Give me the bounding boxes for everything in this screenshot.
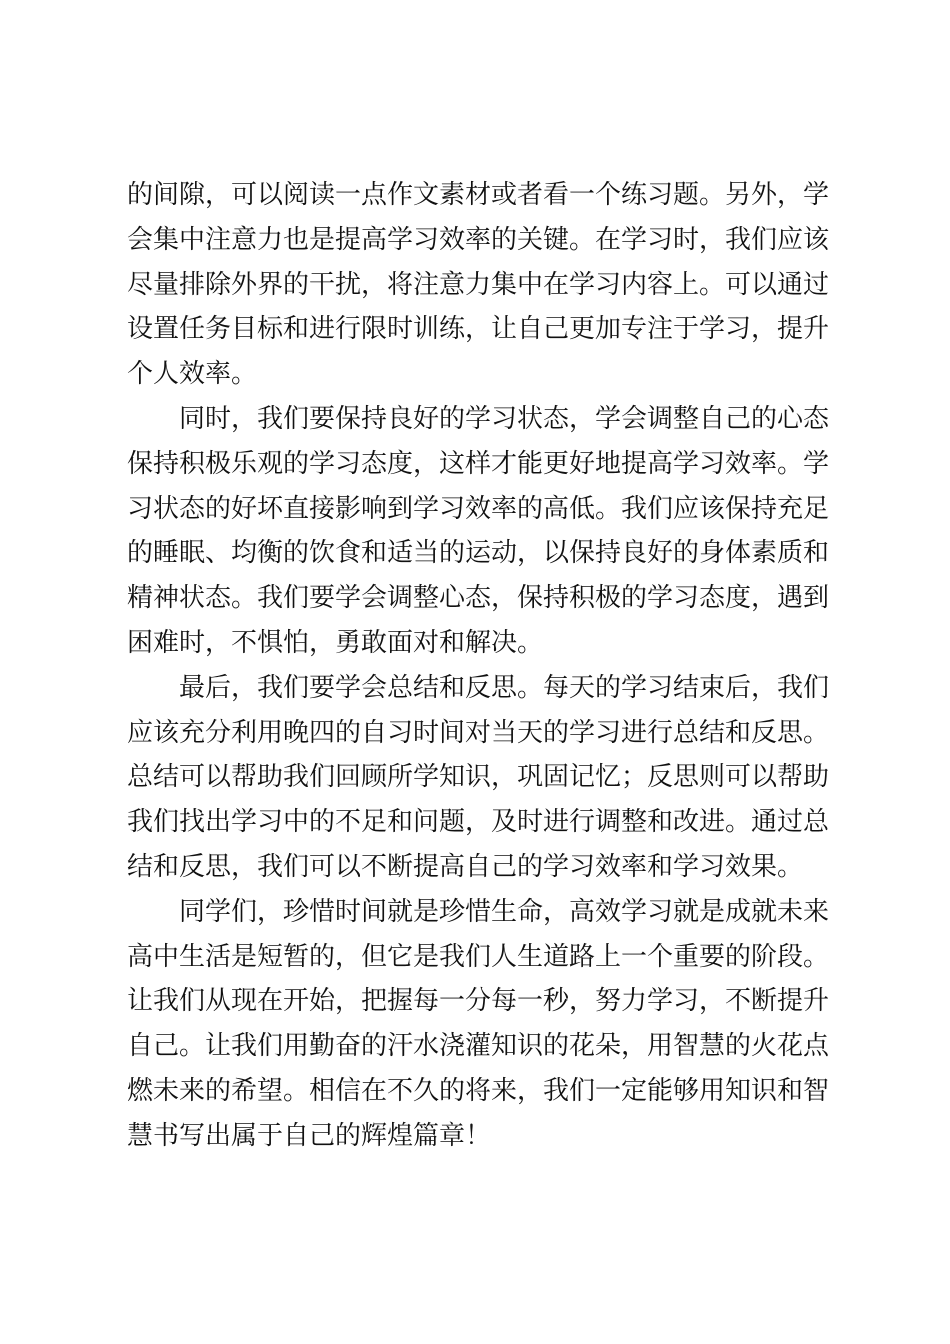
text-line: 自己。让我们用勤奋的汗水浇灌知识的花朵，用智慧的火花点 [127, 1031, 830, 1062]
paragraph-first-line: 最后，我们要学会总结和反思。每天的学习结束后，我们 [179, 672, 830, 703]
text-line: 应该充分利用晚四的自习时间对当天的学习进行总结和反思。 [127, 717, 830, 748]
text-line: 慧书写出属于自己的辉煌篇章！ [127, 1120, 492, 1151]
text-line: 我们找出学习中的不足和问题，及时进行调整和改进。通过总 [127, 807, 830, 838]
text-line: 总结可以帮助我们回顾所学知识，巩固记忆；反思则可以帮助 [127, 762, 830, 793]
text-line: 结和反思，我们可以不断提高自己的学习效率和学习效果。 [127, 852, 804, 882]
text-line: 设置任务目标和进行限时训练，让自己更加专注于学习，提升 [127, 314, 830, 345]
text-line: 的睡眠、均衡的饮食和适当的运动，以保持良好的身体素质和 [127, 538, 830, 569]
text-line: 的间隙，可以阅读一点作文素材或者看一个练习题。另外，学 [127, 180, 830, 210]
text-line: 困难时，不惧怕，勇敢面对和解决。 [127, 628, 544, 658]
text-line: 习状态的好坏直接影响到学习效率的高低。我们应该保持充足 [127, 493, 830, 524]
text-line: 个人效率。 [127, 359, 258, 390]
text-line: 精神状态。我们要学会调整心态，保持积极的学习态度，遇到 [127, 583, 830, 614]
text-line: 让我们从现在开始，把握每一分每一秒，努力学习，不断提升 [127, 986, 830, 1017]
text-line: 尽量排除外界的干扰，将注意力集中在学习内容上。可以通过 [127, 269, 830, 300]
paragraph-first-line: 同时，我们要保持良好的学习状态，学会调整自己的心态 [179, 404, 830, 434]
text-line: 会集中注意力也是提高学习效率的关键。在学习时，我们应该 [127, 224, 830, 255]
text-line: 高中生活是短暂的，但它是我们人生道路上一个重要的阶段。 [127, 941, 830, 972]
text-line: 燃未来的希望。相信在不久的将来，我们一定能够用知识和智 [127, 1076, 830, 1106]
text-line: 保持积极乐观的学习态度，这样才能更好地提高学习效率。学 [127, 448, 830, 479]
paragraph-first-line: 同学们，珍惜时间就是珍惜生命，高效学习就是成就未来 [179, 896, 830, 927]
